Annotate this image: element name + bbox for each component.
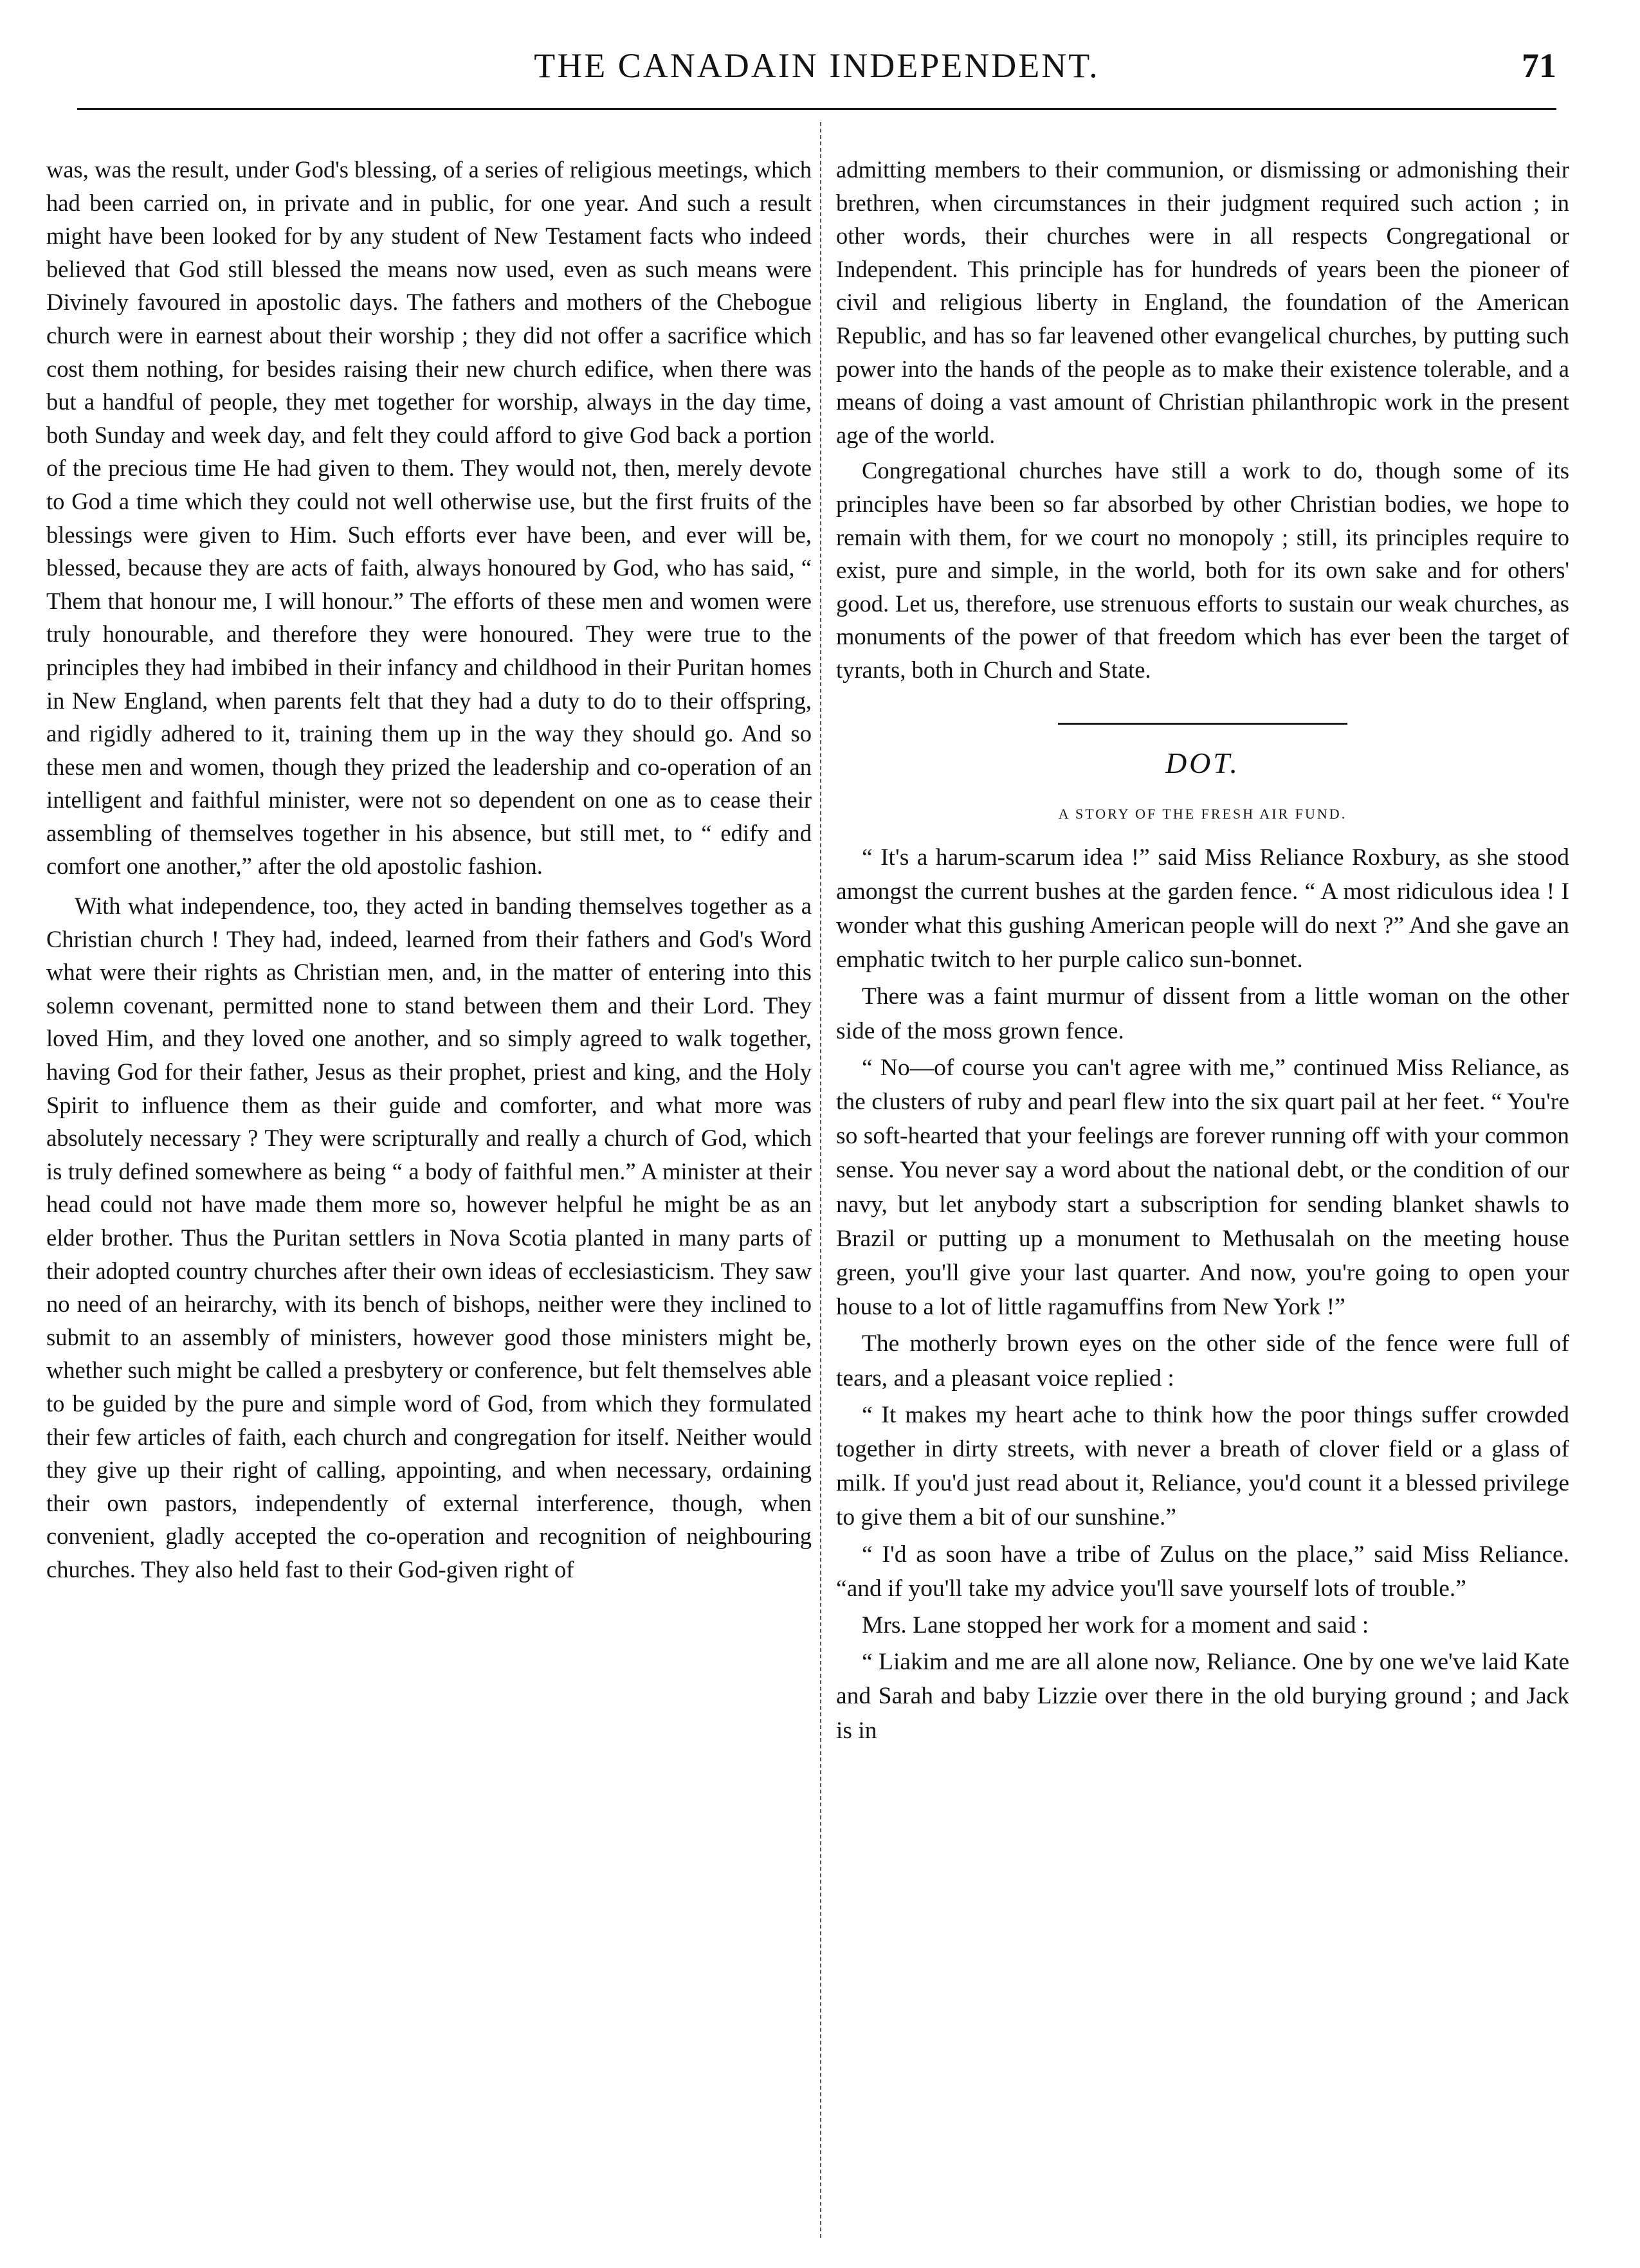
story-paragraph: “ Liakim and me are all alone now, Reliance. One by one we've laid Kate and Sarah and baby Lizzie over there in the old burying ground ; and Jack is in — [836, 1649, 1569, 1744]
page-header — [77, 40, 1556, 98]
story-paragraph: “ I'd as soon have a tribe of Zulus on the place,” said Miss Reliance. “and if you'll take my advice you'll save yourself lots of trouble.” — [836, 1541, 1569, 1602]
story-paragraph: “ It's a harum-scarum idea !” said Miss Reliance Roxbury, as she stood amongst the current bushes at the garden fence. “ A most ridiculous idea ! I wonder what this gushing American people will do next ?” And she gave an emphatic twitch to her purple calico sun-bonnet. — [836, 844, 1569, 974]
story-paragraph: “ It makes my heart ache to think how the poor things suffer crowded together in dirty streets, with never a breath of clover field or a glass of milk. If you'd just read about it, Reliance, you'd count it a blessed privilege to give them a bit of our sunshine.” — [836, 1401, 1569, 1531]
header-rule — [77, 108, 1556, 110]
story-paragraph: “ No—of course you can't agree with me,” continued Miss Reliance, as the clusters of ruby and pearl flew into the six quart pail at her feet. “ You're so soft-hearted that your feelings are forever running off with your common sense. You never say a word about the national debt, or the condition of our navy, but let anybody start a subscription for sending blanket shawls to Brazil or putting up a monument to Methusalah on the meeting house green, you'll give your last quarter. And now, you're going to open your house to a lot of little ragamuffins from New York !” — [836, 1054, 1569, 1321]
left-paragraph: was, was the result, under God's blessing, of a series of religious meetings, which had been carried on, in private and in public, for one year. And such a result might have been looked for by any student of New Testament facts who indeed believed that God still blessed the means now used, even as such means were Divinely favoured in apostolic days. The fathers and mothers of the Chebogue church were in earnest about their worship ; they did not offer a sacrifice which cost them nothing, for besides raising their new church edifice, when there was but a handful of people, they met together for worship, always in the day time, both Sunday and week day, and felt they could afford to give God back a portion of the precious time He had given to them. They would not, then, merely devote to God a time which they could not well otherwise use, but the first fruits of the blessings were given to Him. Such efforts ever have been, and ever will be, blessed, because they are acts of faith, always honoured by God, who has said, “ Them that honour me, I will honour.” The efforts of these men and women were truly honourable, and therefore they were honoured. They were true to the principles they had imbibed in their infancy and childhood in their Puritan homes in New England, when parents felt that they had a duty to do to their offspring, and rigidly adhered to it, training them up in the way they should go. And so these men and women, though they prized the leadership and co-operation of an intelligent and faithful minister, were not so dependent on one as to cease their assembling of themselves together in his absence, but still met, to “ edify and comfort one another,” after the old apostolic fashion. — [46, 156, 812, 880]
right-paragraph: Congregational churches have still a work to do, though some of its principles have been so far absorbed by other Christian bodies, we hope to remain with them, for we court no monopoly ; still, its principles require to exist, pure and simple, in the world, both for its own sake and for others' good. Let us, therefore, use strenuous efforts to sustain our weak churches, as monuments of the power of that freedom which has ever been the target of tyrants, both in Church and State. — [836, 457, 1569, 683]
story-paragraph: Mrs. Lane stopped her work for a moment and said : — [862, 1611, 1369, 1638]
story-paragraph: The motherly brown eyes on the other side of the fence were full of tears, and a pleasant voice replied : — [836, 1330, 1569, 1392]
left-paragraph: With what independence, too, they acted in banding themselves together as a Christian church ! They had, indeed, learned from their fathers and God's Word what were their rights as Christian men, and, in the matter of entering into this solemn covenant, permitted none to stand between them and their Lord. They loved Him, and they loved one another, and so simply agreed to walk together, having God for their father, Jesus as their prophet, priest and king, and the Holy Spirit to influence them as their guide and comforter, and what more was absolutely necessary ? They were scripturally and really a church of God, which is truly defined somewhere as being “ a body of faithful men.” A minister at their head could not have made them more so, however helpful he might be as an elder brother. Thus the Puritan settlers in Nova Scotia planted in many parts of their adopted country churches after their own ideas of ecclesiasticism. They saw no need of an heirarchy, with its bench of bishops, neither were they inclined to submit to an assembly of ministers, however good those ministers might be, whether such might be called a presbytery or conference, but felt themselves able to be guided by the pure and simple word of God, from which they formulated their few articles of faith, each church and congregation for itself. Neither would they give up their right of calling, appointing, and when necessary, ordaining their own pastors, independently of external interference, though, when convenient, gladly accepted the co-operation and recognition of neighbouring churches. They also held fast to their God-given right of — [46, 893, 812, 1583]
page-number: 71 — [1522, 46, 1556, 85]
story-body — [836, 840, 1569, 1748]
right-paragraph: admitting members to their communion, or dismissing or admonishing their brethren, when circumstances in their judgment required such action ; in other words, their churches were in all respects Congregational or Independent. This principle has for hundreds of years been the pioneer of civil and religious liberty in England, the foundation of the American Republic, and has so far leavened other evangelical churches, by putting such power into the hands of the people as to make their existence tolerable, and a means of doing a vast amount of Christian philanthropic work in the present age of the world. — [836, 156, 1569, 448]
story-paragraph: There was a faint murmur of dissent from a little woman on the other side of the moss grown fence. — [836, 983, 1569, 1044]
story-separator-rule — [1058, 723, 1347, 725]
story-subtitle: A STORY OF THE FRESH AIR FUND. — [1058, 805, 1347, 822]
column-divider — [820, 122, 821, 2238]
story-title: DOT. — [1165, 746, 1241, 779]
right-column — [836, 153, 1569, 1750]
left-column — [46, 153, 812, 1586]
running-title: THE CANADAIN INDEPENDENT. — [534, 46, 1100, 85]
